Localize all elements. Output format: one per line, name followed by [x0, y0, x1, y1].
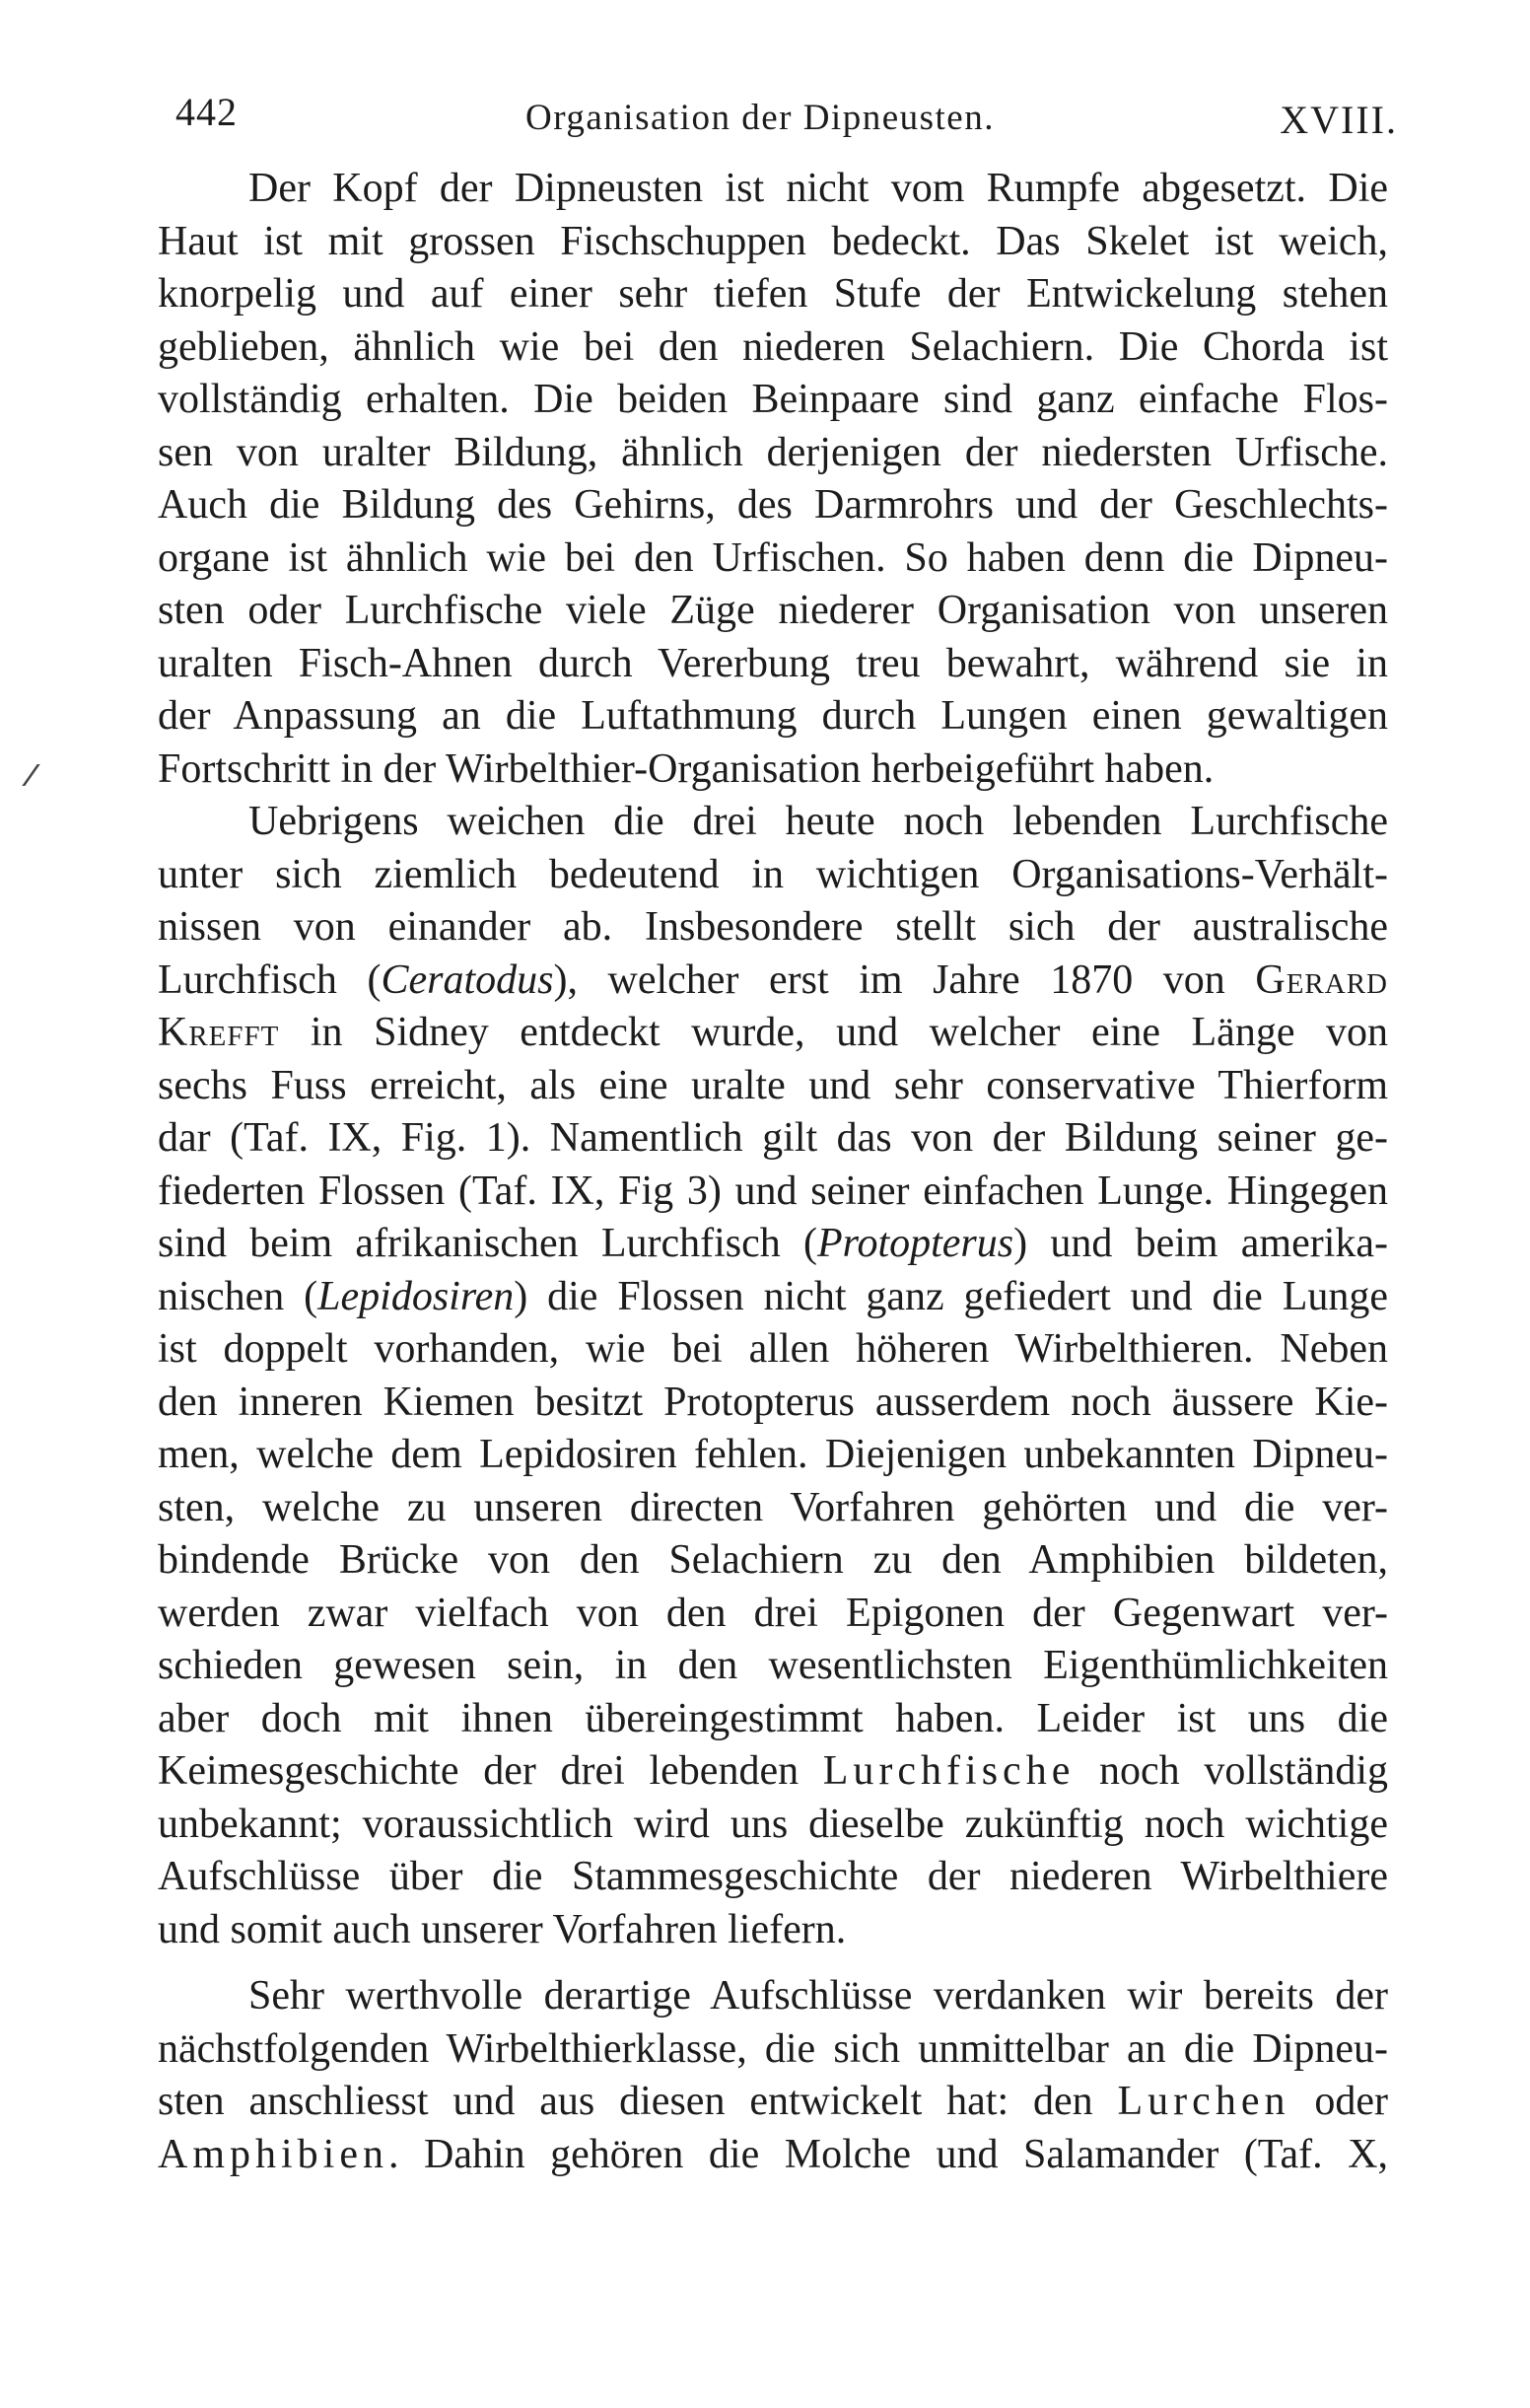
text-line: nischen (Lepidosiren) die Flossen nicht ganz gefiedert und die Lunge: [158, 1273, 1388, 1319]
paragraph: [158, 1970, 1388, 2181]
text-line: Haut ist mit grossen Fischschuppen bedeckt. Das Skelet ist weich,: [158, 218, 1388, 264]
chapter-number: XVIII.: [1280, 98, 1398, 142]
text-line: Aufschlüsse über die Stammesgeschichte der niederen Wirbelthiere: [158, 1854, 1388, 1899]
paragraph: [158, 796, 1388, 1956]
page-number: 442: [175, 90, 238, 134]
text-line: sten oder Lurchfische viele Züge niederer Organisation von unseren: [158, 588, 1388, 633]
text-line: unter sich ziemlich bedeutend in wichtigen Organisations-Verhält-: [158, 851, 1388, 897]
author-name: Gerard: [1255, 956, 1388, 1003]
text-line: Auch die Bildung des Gehirns, des Darmrohrs und der Geschlechts-: [158, 482, 1388, 528]
text-line: ist doppelt vorhanden, wie bei allen höheren Wirbelthieren. Neben: [158, 1326, 1388, 1372]
text-line: nächstfolgenden Wirbelthierklasse, die sich unmittelbar an die Dipneu-: [158, 2025, 1388, 2072]
text-line: sind beim afrikanischen Lurchfisch (Protopterus) und beim amerika-: [158, 1221, 1388, 1266]
text-line: Sehr werthvolle derartige Aufschlüsse verdanken wir bereits der: [248, 1973, 1388, 2018]
spaced-term: Amphibien: [158, 2131, 388, 2177]
text-line: und somit auch unserer Vorfahren liefern.: [158, 1906, 847, 1952]
spaced-term: Lurchen: [1117, 2079, 1290, 2124]
margin-pencil-mark: [22, 764, 53, 786]
text-line: werden zwar vielfach von den drei Epigonen der Gegenwart ver-: [158, 1590, 1388, 1636]
text-line: Fortschritt in der Wirbelthier-Organisation herbeigeführt haben.: [158, 745, 1215, 792]
text-line: den inneren Kiemen besitzt Protopterus ausserdem noch äussere Kie-: [158, 1379, 1388, 1425]
text-line: dar (Taf. IX, Fig. 1). Namentlich gilt das von der Bildung seiner ge-: [158, 1115, 1388, 1161]
text-line: bindende Brücke von den Selachiern zu den Amphibien bildeten,: [158, 1537, 1388, 1583]
genus-name: Protopterus: [817, 1221, 1014, 1266]
body-text: [158, 163, 1388, 2181]
text-line: unbekannt; voraussichtlich wird uns dieselbe zukünftig noch wichtige: [158, 1801, 1388, 1847]
text-line: men, welche dem Lepidosiren fehlen. Diejenigen unbekannten Dipneu-: [158, 1432, 1388, 1477]
text-line: Lurchfisch (Ceratodus), welcher erst im Jahre 1870 von Gerard: [158, 956, 1388, 1003]
running-title: Organisation der Dipneusten.: [525, 98, 995, 138]
text-line: sechs Fuss erreicht, als eine uralte und sehr conservative Thierform: [158, 1062, 1388, 1108]
spaced-term: Lurchfische: [822, 1748, 1076, 1794]
text-line: der Anpassung an die Luftathmung durch Lungen einen gewaltigen: [158, 693, 1388, 739]
genus-name: Lepidosiren: [317, 1273, 515, 1319]
text-line: Krefft in Sidney entdeckt wurde, und welcher eine Länge von: [158, 1010, 1388, 1055]
paragraph: [158, 163, 1388, 796]
page-header: [175, 89, 1398, 148]
text-line: sten anschliesst und aus diesen entwickelt hat: den Lurchen oder: [158, 2079, 1388, 2124]
text-line: vollständig erhalten. Die beiden Beinpaare sind ganz einfache Flos-: [158, 377, 1388, 422]
genus-name: Ceratodus: [381, 956, 554, 1003]
text-line: fiederten Flossen (Taf. IX, Fig 3) und seiner einfachen Lunge. Hingegen: [158, 1168, 1388, 1214]
text-line: aber doch mit ihnen übereingestimmt haben. Leider ist uns die: [158, 1695, 1388, 1741]
text-line: Uebrigens weichen die drei heute noch lebenden Lurchfische: [248, 799, 1388, 844]
text-line: geblieben, ähnlich wie bei den niederen Selachiern. Die Chorda ist: [158, 323, 1388, 370]
text-line: Keimesgeschichte der drei lebenden Lurchfische noch vollständig: [158, 1748, 1388, 1794]
text-line: sen von uralter Bildung, ähnlich derjenigen der niedersten Urfische.: [158, 429, 1388, 475]
text-line: sten, welche zu unseren directen Vorfahren gehörten und die ver-: [158, 1484, 1388, 1530]
text-line: nissen von einander ab. Insbesondere stellt sich der australische: [158, 904, 1388, 950]
text-line: organe ist ähnlich wie bei den Urfischen. So haben denn die Dipneu-: [158, 534, 1388, 581]
text-line: Amphibien. Dahin gehören die Molche und Salamander (Taf. X,: [158, 2131, 1388, 2177]
text-line: schieden gewesen sein, in den wesentlichsten Eigenthümlichkeiten: [158, 1643, 1388, 1688]
author-name: Krefft: [158, 1010, 280, 1055]
text-line: Der Kopf der Dipneusten ist nicht vom Rumpfe abgesetzt. Die: [248, 166, 1388, 211]
text-line: knorpelig und auf einer sehr tiefen Stufe der Entwickelung stehen: [158, 271, 1388, 317]
text-line: uralten Fisch-Ahnen durch Vererbung treu bewahrt, während sie in: [158, 640, 1388, 686]
